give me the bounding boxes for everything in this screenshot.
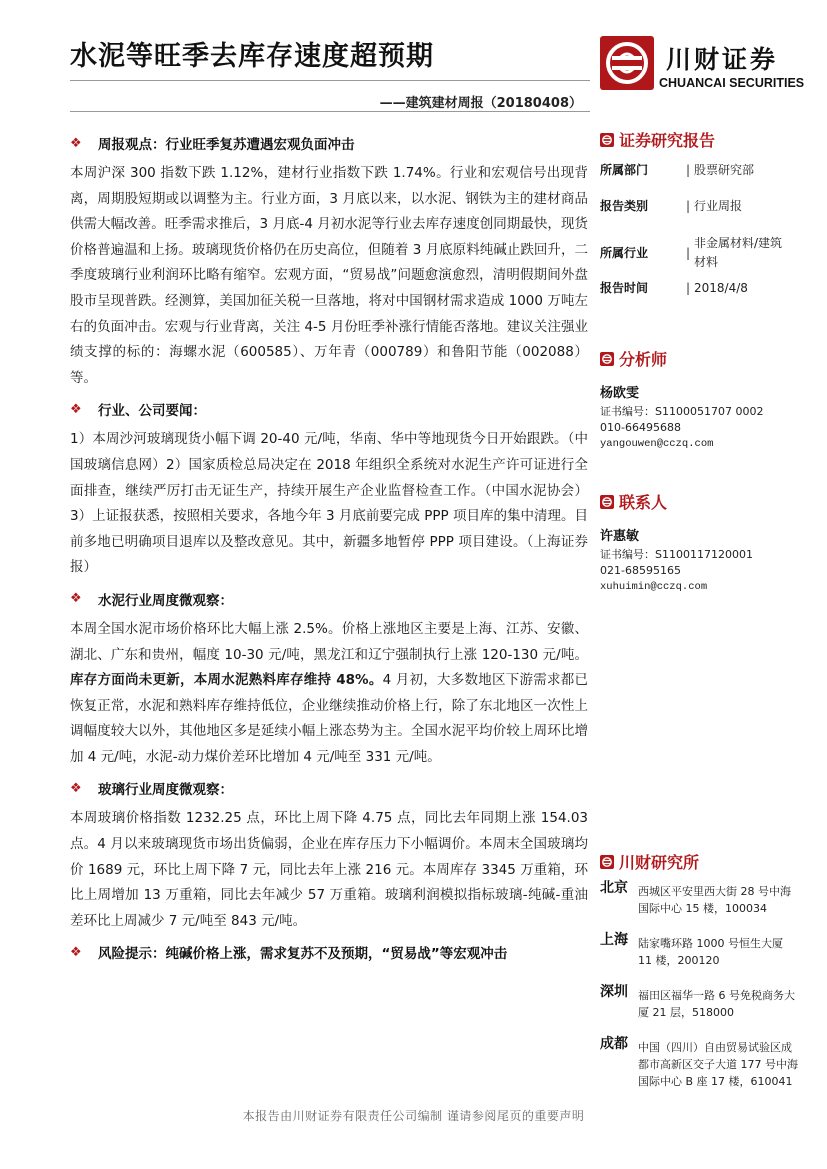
cement-paragraph: 本周全国水泥市场价格环比大幅上涨 2.5%。价格上涨地区主要是上海、江苏、安徽、湖北、广东和贵州，幅度 10-30 元/吨，黑龙江和辽宁强制执行上涨 120-130 元/吨。库存方面尚未更新，本周水泥熟料库存维持 48%。4 月初，大多数地区下游需求都已恢复正常，水泥和熟料库存维持低位，企业继续推动价格上行，除了东北地区一次性上调幅度较大以外，其他地区多是延续小幅上涨态势为主。全国水泥平均价较上周环比增加 4 元/吨，水泥-动力煤价差环比增加 4 元/吨至 331 元/吨。 [70, 620, 588, 765]
report-subtitle: ——建筑建材周报（20180408） [379, 96, 582, 111]
subtitle-divider [70, 111, 590, 112]
news-paragraph: 1）本周沙河玻璃现货小幅下调 20-40 元/吨，华南、华中等地现货今日开始跟跌。（中国玻璃信息网）2）国家质检总局决定在 2018 年组织全系统对水泥生产许可证进行全面排查，继续严厉打击无证生产，持续开展生产企业监督检查工作。（中国水泥协会）3）上证报获悉，按照相关要求，各地今年 3 月底前要完成 PPP 项目库的集中清理。目前多地已明确项目退库以及整改意见。其中，新疆多地暂停 PPP 项目建设。（上海证券报） [70, 431, 588, 576]
chuancai-logo-icon [600, 36, 654, 90]
info-row-date: 报告时间 | 2018/4/8 [600, 281, 748, 295]
analyst-card [600, 384, 800, 452]
report-logo-icon [600, 133, 614, 147]
contact-name: 许惠敏 [600, 529, 640, 544]
glass-paragraph: 本周玻璃价格指数 1232.25 点，环比上周下降 4.75 点，同比去年同期上涨 154.03 点。4 月以来玻璃现货市场出货偏弱，企业在库存压力下小幅调价。本周末全国玻璃均价 1689 元，环比上周下降 7 元，同比去年上涨 216 元。本周库存 3345 万重箱，环比上周增加 13 万重箱，同比去年减少 57 万重箱。玻璃利润模拟指标玻璃-纯碱-重油差环比上周减少 7 元/吨至 843 元/吨。 [70, 810, 588, 929]
contact-phone: 021-68595165 [600, 564, 681, 577]
contact-heading: 联系人 [600, 490, 800, 513]
diamond-bullet-icon: ❖ [70, 944, 82, 960]
section-view-heading: ❖ 周报观点：行业旺季复苏遭遇宏观负面冲击 [70, 135, 355, 153]
office-chengdu: 成都 中国（四川）自由贸易试验区成都市高新区交子大道 177 号中海国际中心 B 座 17 楼，610041 [600, 1036, 798, 1088]
info-row-category: 报告类别 | 行业周报 [600, 199, 743, 213]
brand-name-cn: 川财证券 [666, 45, 779, 74]
title-divider [70, 80, 590, 81]
sidebar-report-info [600, 128, 800, 303]
sidebar-institute [600, 850, 800, 1090]
diamond-bullet-icon: ❖ [70, 401, 82, 417]
research-report-heading: 证券研究报告 [600, 128, 800, 151]
cement-inventory-highlight: 库存方面尚未更新，本周水泥熟料库存维持 48%。 [70, 672, 383, 689]
diamond-bullet-icon: ❖ [70, 135, 82, 151]
analyst-cert: 证书编号：S1100051707 0002 [600, 405, 764, 418]
contact-email[interactable]: xuhuimin@cczq.com [600, 581, 708, 593]
report-logo-icon [600, 855, 614, 869]
main-content [70, 125, 588, 970]
office-shenzhen: 深圳 福田区福华一路 6 号免税商务大厦 21 层，518000 [600, 984, 795, 1019]
contact-cert: 证书编号：S1100117120001 [600, 548, 753, 561]
diamond-bullet-icon: ❖ [70, 591, 82, 607]
section-news-heading: ❖ 行业、公司要闻： [70, 401, 206, 420]
report-logo-icon [600, 352, 614, 366]
section-cement-heading: ❖ 水泥行业周度微观察： [70, 591, 233, 609]
info-row-industry: 所属行业 | 非金属材料/建筑材料 [600, 236, 783, 269]
institute-heading: 川财研究所 [600, 850, 800, 873]
section-risk-heading: ❖ 风险提示：纯碱价格上涨，需求复苏不及预期，“贸易战”等宏观冲击 [70, 944, 508, 963]
sidebar-analyst [600, 347, 800, 452]
page-footer-disclaimer: 本报告由川财证券有限责任公司编制 谨请参阅尾页的重要声明 [242, 1109, 585, 1123]
section-glass-heading: ❖ 玻璃行业周度微观察： [70, 780, 233, 799]
contact-card [600, 527, 800, 595]
diamond-bullet-icon: ❖ [70, 780, 82, 796]
info-row-department: 所属部门 | 股票研究部 [600, 163, 755, 177]
report-title: 水泥等旺季去库存速度超预期 [70, 41, 434, 72]
report-logo-icon [600, 495, 614, 509]
office-beijing: 北京 西城区平安里西大街 28 号中海国际中心 15 楼，100034 [600, 880, 791, 915]
sidebar-contact [600, 490, 800, 595]
view-paragraph: 本周沪深 300 指数下跌 1.12%，建材行业指数下跌 1.74%。行业和宏观信号出现背离，周期股短期或以调整为主。行业方面，3 月底以来，以水泥、钢铁为主的建材商品供需大幅改善。旺季需求推后，3 月底-4 月初水泥等行业去库存速度创同期最快，现货价格普遍温和上扬。玻璃现货价格仍在历史高位，但随着 3 月底原料纯碱止跌回升，二季度玻璃行业利润环比略有缩窄。宏观方面，“贸易战”问题愈演愈烈，清明假期间外盘股市呈现普跌。经测算，美国加征关税一旦落地，将对中国钢材需求造成 1000 万吨左右的负面冲击。宏观与行业背离，关注 4-5 月份旺季补涨行情能否落地。建议关注强业绩支撑的标的：海螺水泥（600585）、万年青（000789）和鲁阳节能（002088）等。 [70, 165, 588, 386]
analyst-heading: 分析师 [600, 347, 800, 370]
brand-name-en: CHUANCAI SECURITIES [659, 76, 805, 90]
office-shanghai: 上海 陆家嘴环路 1000 号恒生大厦 11 楼，200120 [600, 932, 783, 967]
analyst-phone: 010-66495688 [600, 421, 681, 434]
analyst-email[interactable]: yangouwen@cczq.com [600, 438, 714, 450]
analyst-name: 杨欧雯 [600, 386, 640, 401]
